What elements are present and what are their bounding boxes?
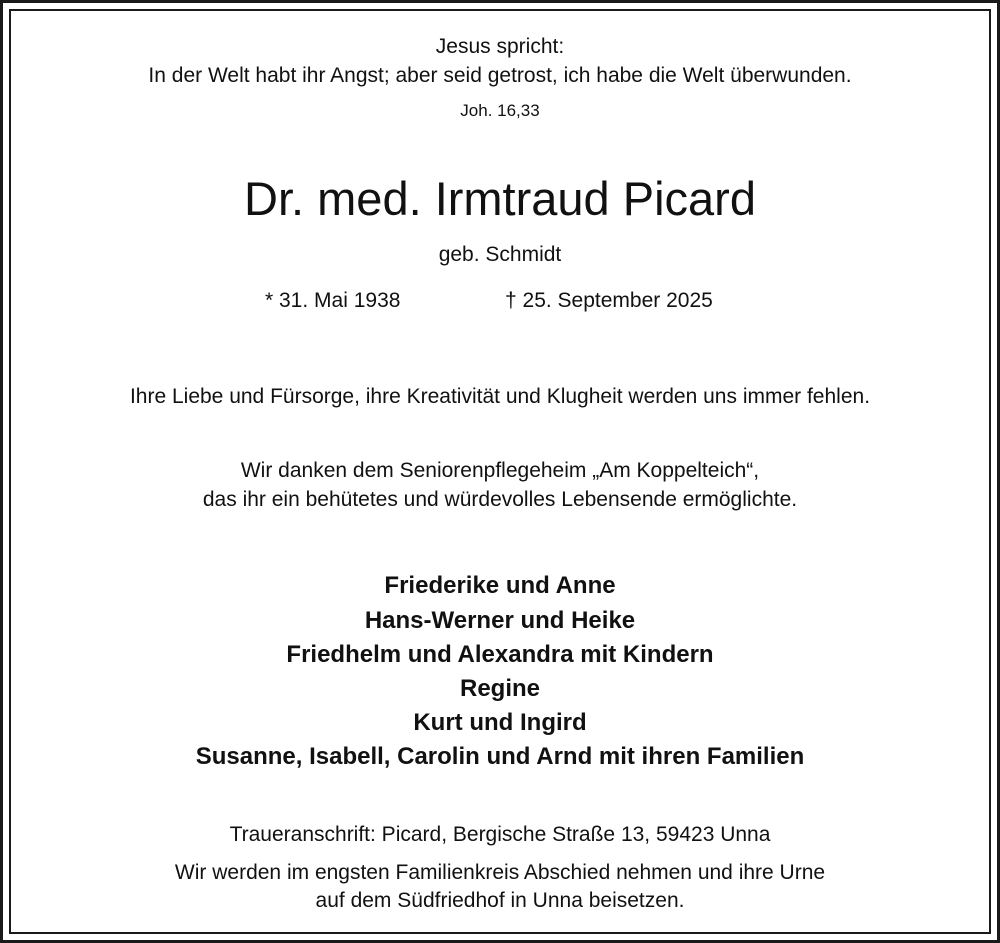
mourning-address: Traueranschrift: Picard, Bergische Straße 13, 59423 Unna bbox=[229, 823, 771, 846]
funeral-notice-line-1: Wir werden im engsten Familienkreis Abschied nehmen und ihre Urne bbox=[174, 861, 826, 884]
tribute-text: Ihre Liebe und Fürsorge, ihre Kreativität und Klugheit werden uns immer fehlen. bbox=[129, 385, 871, 408]
mourner-line: Hans-Werner und Heike bbox=[364, 607, 636, 634]
death-date: † 25. September 2025 bbox=[505, 289, 713, 312]
mourner-line: Susanne, Isabell, Carolin und Arnd mit ihren Familien bbox=[195, 743, 805, 770]
verse-intro: Jesus spricht: bbox=[435, 35, 565, 58]
thanks-line-1: Wir danken dem Seniorenpflegeheim „Am Koppelteich“, bbox=[240, 459, 760, 482]
mourner-line: Friedhelm und Alexandra mit Kindern bbox=[286, 641, 714, 668]
funeral-notice-line-2: auf dem Südfriedhof in Unna beisetzen. bbox=[315, 889, 685, 912]
birth-date: * 31. Mai 1938 bbox=[265, 289, 401, 312]
birth-name: geb. Schmidt bbox=[438, 243, 562, 266]
mourner-line: Kurt und Ingird bbox=[413, 709, 587, 736]
verse-text: In der Welt habt ihr Angst; aber seid getrost, ich habe die Welt überwunden. bbox=[148, 64, 852, 87]
verse-reference: Joh. 16,33 bbox=[460, 101, 540, 120]
mourner-line: Friederike und Anne bbox=[384, 572, 616, 599]
deceased-name: Dr. med. Irmtraud Picard bbox=[244, 172, 756, 225]
mourner-line: Regine bbox=[459, 675, 540, 702]
thanks-line-2: das ihr ein behütetes und würdevolles Lebensende ermöglichte. bbox=[202, 488, 798, 511]
